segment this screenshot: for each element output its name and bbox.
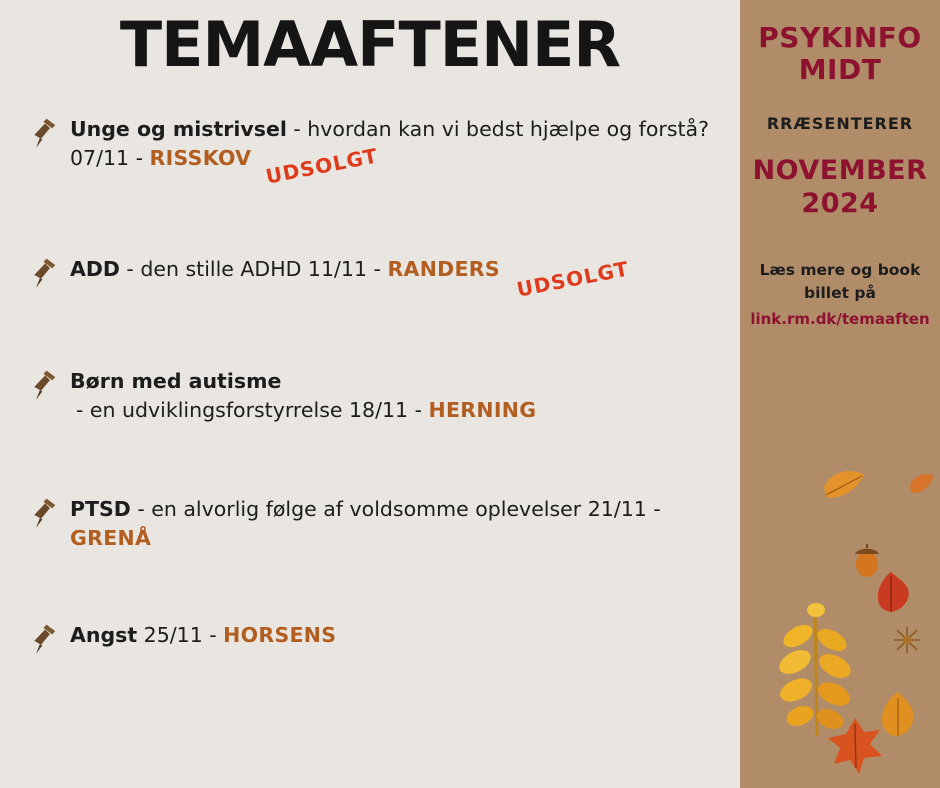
leaf-icon: [908, 470, 936, 498]
pushpin-icon: [28, 369, 62, 399]
event-list: [0, 115, 740, 681]
poster-sidebar: [740, 0, 940, 788]
presents-label: RRÆSENTERER: [766, 114, 914, 134]
sidebar-content: [740, 0, 940, 331]
month-label: NOVEMBER: [752, 155, 928, 187]
list-item: [28, 495, 740, 621]
leaf-icon: [876, 690, 920, 742]
leaf-icon: [868, 570, 914, 616]
booking-text: Læs mere og book billet på: [759, 260, 921, 303]
pushpin-icon: [28, 257, 62, 287]
list-item: [28, 115, 740, 255]
event-description: - en alvorlig følge af voldsomme oplevelser 21/11 -: [130, 497, 661, 522]
event-title: Angst: [70, 623, 138, 648]
list-item: [28, 367, 740, 495]
booking-link[interactable]: link.rm.dk/temaaften: [750, 310, 930, 329]
event-city: RANDERS: [387, 257, 500, 282]
event-text: [70, 621, 710, 650]
leaf-icon: [820, 465, 868, 505]
status-badge: UDSOLGT: [514, 256, 631, 302]
acorn-icon: [850, 540, 884, 578]
event-text: [70, 255, 710, 302]
leaf-icon: [772, 600, 858, 740]
event-title: Børn med autisme: [70, 369, 282, 394]
leaf-icon: [892, 625, 922, 655]
list-item: [28, 621, 740, 681]
pushpin-icon: [28, 117, 62, 147]
event-title: Unge og mistrivsel: [70, 117, 287, 142]
brand-line-2: MIDT: [798, 53, 882, 87]
event-city: HORSENS: [223, 623, 337, 648]
event-title: ADD: [70, 257, 120, 282]
event-description: - en udviklingsforstyrrelse 18/11 -: [76, 398, 429, 423]
pushpin-icon: [28, 623, 62, 653]
leaf-icon: [826, 716, 884, 778]
brand-name: [750, 22, 930, 86]
event-description: - den stille ADHD 11/11 -: [119, 257, 388, 282]
event-city: RISSKOV: [149, 146, 252, 171]
status-badge: UDSOLGT: [264, 143, 381, 189]
event-city: HERNING: [428, 398, 537, 423]
event-title: PTSD: [70, 497, 131, 522]
event-description: 25/11 -: [137, 623, 224, 648]
pushpin-icon: [28, 497, 62, 527]
event-description: - hvordan kan vi bedst hjælpe og forstå? 07/11 -: [70, 117, 709, 171]
list-item: [28, 255, 740, 367]
event-text: [70, 495, 710, 553]
year-label: 2024: [801, 187, 879, 219]
event-text: [70, 367, 710, 425]
brand-line-1: PSYKINFO: [758, 21, 922, 54]
page-title: TEMAAFTENER: [119, 8, 621, 81]
event-city: GRENÅ: [70, 526, 152, 551]
event-text: [70, 115, 710, 189]
booking-info: [750, 259, 930, 331]
